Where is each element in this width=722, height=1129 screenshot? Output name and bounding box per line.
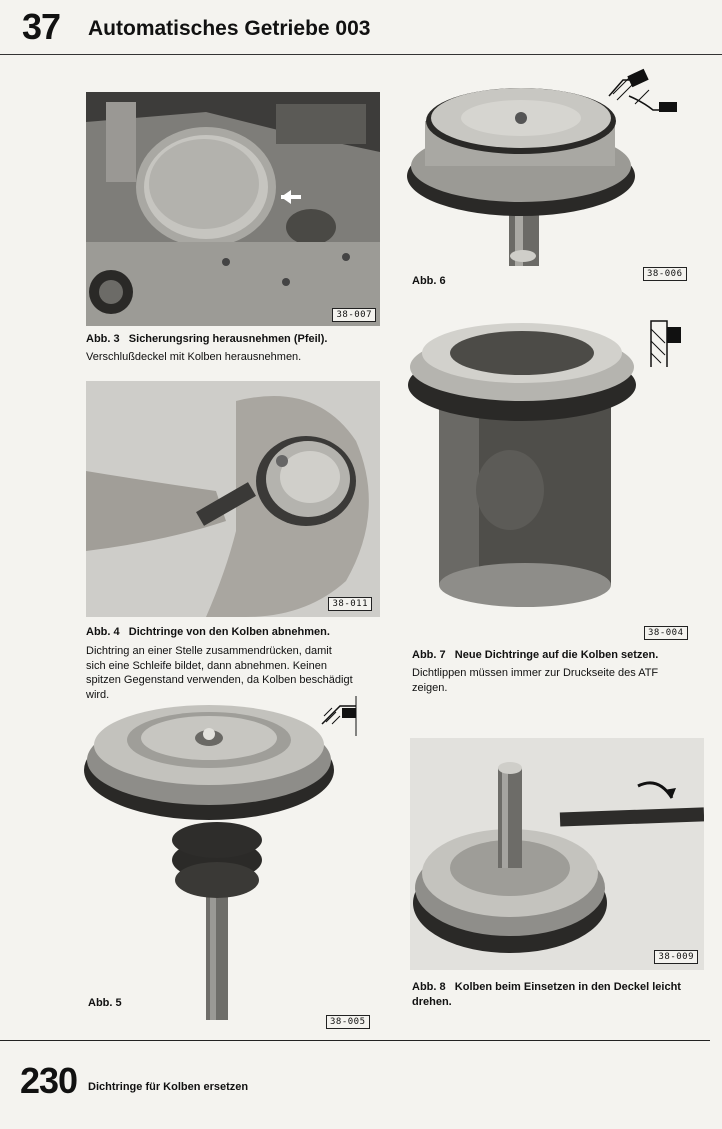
abb7-photo (405, 295, 695, 615)
abb8-photo (410, 738, 704, 970)
abb4-caption (86, 625, 386, 640)
abb4-caption-label: Abb. 4 (86, 626, 120, 638)
abb8-caption (412, 980, 712, 1010)
abb6-ref-tag: 38-006 (643, 267, 687, 281)
page-title: Dichtringe für Kolben ersetzen (88, 1081, 249, 1093)
piston-insertion-illustration (410, 738, 704, 970)
seal-profile-diagram-icon (631, 309, 691, 369)
abb8-caption-title-line: drehen. (412, 996, 452, 1008)
abb7-text-line: zeigen. (412, 681, 448, 694)
abb7-text-line: Dichtlippen müssen immer zur Druckseite des ATF (412, 667, 659, 679)
header-rule (0, 54, 722, 55)
abb4-ref-tag: 38-011 (328, 597, 372, 611)
abb3-caption-label: Abb. 3 (86, 333, 120, 345)
footer-rule (0, 1040, 710, 1041)
piston-with-spring-illustration (82, 690, 372, 1030)
abb7-caption (412, 648, 712, 663)
abb3-caption-title: Sicherungsring herausnehmen (Pfeil). (128, 333, 328, 345)
abb8-ref-tag: 38-009 (654, 950, 698, 964)
chapter-number: 37 (22, 6, 61, 47)
abb3-photo (86, 92, 380, 326)
abb4-text-line: spitzen Gegenstand verwenden, da Kolben beschädigt (86, 674, 353, 686)
abb7-caption-title: Neue Dichtringe auf die Kolben setzen. (454, 649, 659, 661)
piston-cup-illustration (405, 295, 645, 615)
seal-profile-diagram-icon (603, 66, 683, 126)
abb8-caption-label: Abb. 8 (412, 981, 446, 993)
gearbox-housing-illustration (86, 92, 380, 326)
abb6-label: Abb. 6 (412, 275, 446, 287)
hands-removing-seal-illustration (86, 381, 380, 617)
abb7-text (412, 666, 712, 695)
abb4-text-line: Dichtring an einer Stelle zusammendrücken, damit (86, 645, 332, 657)
abb5-label: Abb. 5 (88, 997, 122, 1009)
abb3-text: Verschlußdeckel mit Kolben herausnehmen. (86, 351, 302, 363)
abb8-caption-title-line: Kolben beim Einsetzen in den Deckel leicht (454, 981, 681, 993)
abb7-ref-tag: 38-004 (644, 626, 688, 640)
abb3-ref-tag: 38-007 (332, 308, 376, 322)
abb5-photo (82, 690, 372, 1030)
chapter-title: Automatisches Getriebe 003 (88, 17, 371, 40)
abb4-photo (86, 381, 380, 617)
abb4-text-line: wird. (86, 688, 110, 701)
abb4-text-line: sich eine Schleife bildet, dann abnehmen. Keinen (86, 659, 327, 672)
abb4-caption-title: Dichtringe von den Kolben abnehmen. (128, 626, 330, 638)
abb5-ref-tag: 38-005 (326, 1015, 370, 1029)
abb7-caption-label: Abb. 7 (412, 649, 446, 661)
abb3-caption (86, 332, 386, 347)
page-number: 230 (20, 1060, 78, 1101)
abb6-photo (405, 66, 695, 276)
seal-profile-diagram-icon (320, 696, 360, 736)
